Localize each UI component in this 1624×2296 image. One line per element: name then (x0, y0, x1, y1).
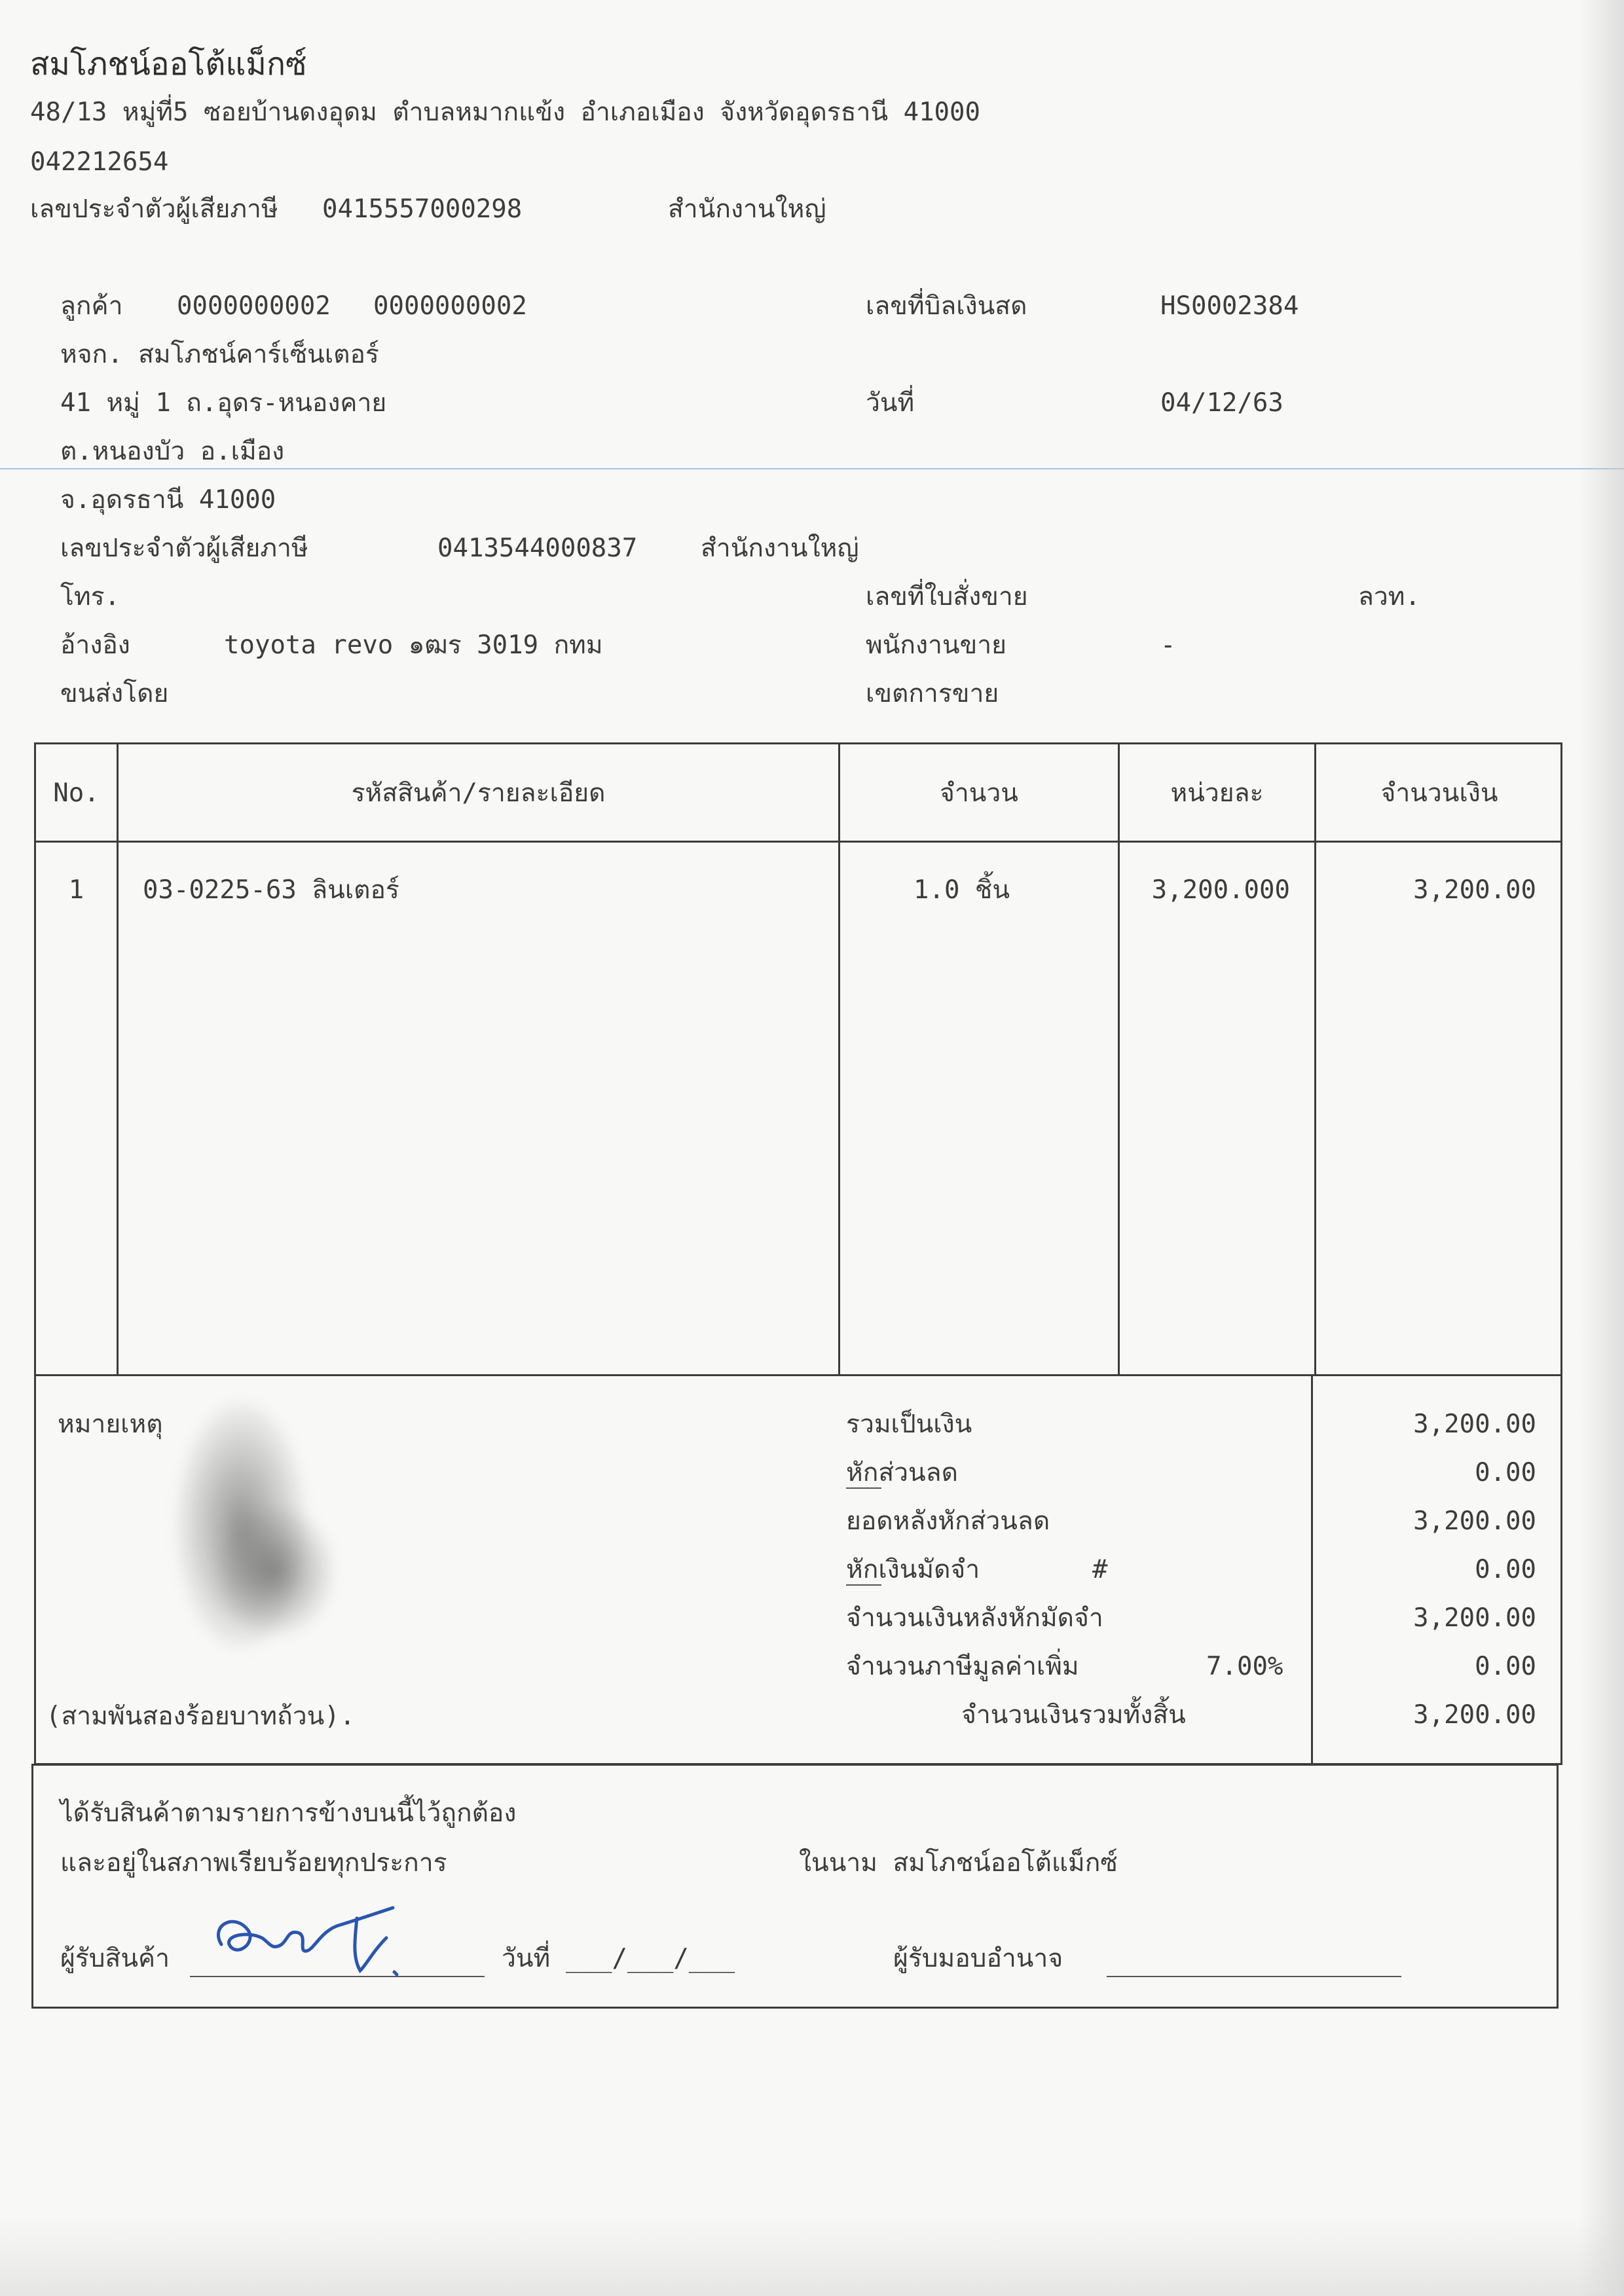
company-tax-label: เลขประจำตัวผู้เสียภาษี (30, 194, 278, 224)
company-name: สมโภชน์ออโต้แม็กซ์ (30, 46, 307, 82)
on-behalf-text: ในนาม สมโภชน์ออโต้แม็กซ์ (799, 1848, 1118, 1878)
total-value: 3,200.00 (1413, 1700, 1536, 1730)
receiver-label: ผู้รับสินค้า (60, 1944, 170, 1973)
after-discount-value: 3,200.00 (1413, 1506, 1536, 1536)
receive-date-blanks: ___/___/___ (566, 1944, 735, 1973)
items-table-frame (34, 742, 1562, 1376)
subtotal-value: 3,200.00 (1413, 1410, 1536, 1439)
summary-col-divider-left (34, 1375, 36, 1765)
deposit-label: หักเงินมัดจำ (846, 1555, 980, 1584)
customer-address-1: 41 หมู่ 1 ถ.อุดร-หนองคาย (60, 388, 387, 418)
summary-col-divider-right (1560, 1375, 1562, 1765)
customer-phone-label: โทร. (60, 582, 120, 611)
fingerprint-smudge-2 (216, 1506, 334, 1637)
remark-label: หมายเหตุ (58, 1410, 163, 1439)
sales-area-label: เขตการขาย (866, 679, 999, 708)
sales-order-label: เลขที่ใบสั่งขาย (866, 582, 1028, 611)
customer-code-2: 0000000002 (373, 291, 527, 321)
deposit-value: 0.00 (1475, 1555, 1536, 1584)
vat-label: จำนวนภาษีมูลค่าเพิ่ม (846, 1652, 1079, 1681)
shipping-label: ขนส่งโดย (60, 679, 169, 708)
customer-branch: สำนักงานใหญ่ (701, 534, 859, 563)
vat-value: 0.00 (1475, 1652, 1536, 1681)
row-no: 1 (68, 875, 84, 905)
header-unit-price: หน่วยละ (1170, 778, 1264, 808)
header-amount: จำนวนเงิน (1380, 778, 1498, 808)
customer-tax-label: เลขประจำตัวผู้เสียภาษี (60, 534, 308, 563)
summary-col-divider (1311, 1375, 1313, 1765)
row-qty: 1.0 ชิ้น (913, 875, 1010, 905)
header-item: รหัสสินค้า/รายละเอียด (351, 778, 606, 808)
items-header-divider (34, 841, 1562, 843)
customer-tax-id: 0413544000837 (437, 534, 638, 563)
company-branch: สำนักงานใหญ่ (668, 194, 826, 224)
after-deposit-label: จำนวนเงินหลังหักมัดจำ (846, 1603, 1103, 1633)
company-phone: 042212654 (30, 147, 169, 177)
discount-value: 0.00 (1475, 1458, 1536, 1487)
after-discount-label: ยอดหลังหักส่วนลด (846, 1506, 1050, 1536)
subtotal-label: รวมเป็นเงิน (846, 1410, 972, 1439)
sales-order-code: ลวท. (1358, 582, 1420, 611)
customer-code-1: 0000000002 (177, 291, 331, 321)
salesperson-value: - (1160, 630, 1176, 660)
col-divider-3 (1118, 742, 1120, 1376)
col-divider-2 (838, 742, 840, 1376)
customer-label: ลูกค้า (60, 291, 123, 321)
col-divider-1 (117, 742, 119, 1376)
amount-in-words: (สามพันสองร้อยบาทถ้วน). (46, 1702, 356, 1731)
received-line-1: ได้รับสินค้าตามรายการข้างบนนี้ไว้ถูกต้อง (60, 1798, 517, 1828)
authorized-signature-line (1107, 1976, 1401, 1977)
row-amount: 3,200.00 (1413, 875, 1536, 905)
deposit-underline (846, 1584, 881, 1586)
bill-no: HS0002384 (1160, 291, 1299, 321)
company-address: 48/13 หมู่ที่5 ซอยบ้านดงอุดม ตำบลหมากแข้ง อำเภอเมือง จังหวัดอุดรธานี 41000 (30, 98, 980, 127)
after-deposit-value: 3,200.00 (1413, 1603, 1536, 1633)
discount-underline (846, 1487, 881, 1489)
total-label: จำนวนเงินรวมทั้งสิ้น (961, 1700, 1186, 1730)
authorized-label: ผู้รับมอบอำนาจ (893, 1944, 1063, 1973)
bill-no-label: เลขที่บิลเงินสด (866, 291, 1027, 321)
customer-name: หจก. สมโภชน์คาร์เซ็นเตอร์ (60, 340, 379, 369)
customer-address-2: ต.หนองบัว อ.เมือง (60, 437, 285, 466)
customer-address-3: จ.อุดรธานี 41000 (60, 485, 276, 515)
date-label: วันที่ (866, 388, 915, 418)
reference-value: toyota revo ๑ฒร 3019 กทม (224, 630, 603, 660)
salesperson-label: พนักงานขาย (866, 630, 1006, 660)
company-tax-id: 0415557000298 (322, 194, 523, 224)
reference-label: อ้างอิง (60, 630, 130, 660)
scan-line (0, 468, 1624, 469)
receive-date-label: วันที่ (502, 1944, 551, 1973)
col-divider-4 (1314, 742, 1316, 1376)
vat-rate: 7.00% (1206, 1652, 1283, 1681)
bill-date: 04/12/63 (1160, 388, 1283, 418)
received-line-2: และอยู่ในสภาพเรียบร้อยทุกประการ (60, 1848, 447, 1878)
scan-shadow-bottom (0, 2217, 1624, 2296)
scan-shadow-right (1578, 0, 1624, 2296)
discount-label: หักส่วนลด (846, 1458, 958, 1487)
header-qty: จำนวน (940, 778, 1018, 808)
header-no: No. (53, 778, 100, 808)
row-item: 03-0225-63 ลินเตอร์ (143, 875, 399, 905)
row-unit-price: 3,200.000 (1151, 875, 1290, 905)
deposit-hash: # (1092, 1555, 1108, 1584)
signature-mark (210, 1899, 406, 1984)
